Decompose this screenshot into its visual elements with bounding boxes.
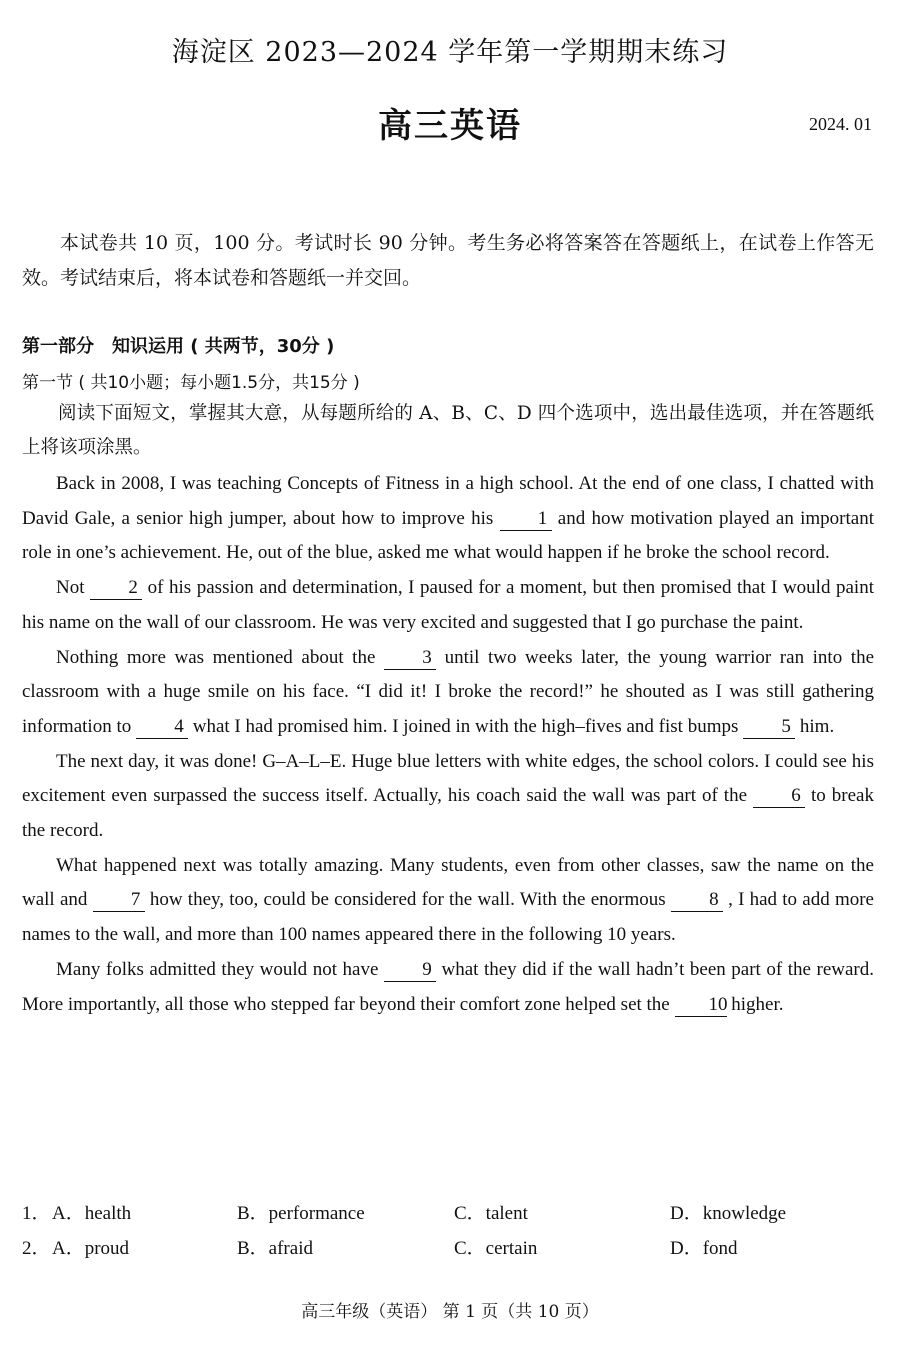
option-a: A．health: [52, 1203, 132, 1224]
text-run: and how motivation played an important role in one’s achievement. He, out of the blue, asked me what would happen if he broke the school record.: [22, 507, 874, 564]
text-run: Back in 2008, I was teaching Concepts of Fitness in a high school. At the end of one class, I chatted with David Gale, a senior high jumper, about how to improve his: [22, 473, 874, 529]
text-run: to break the record.: [22, 785, 874, 842]
blank-6: 6: [753, 785, 805, 808]
answer-options: [22, 1198, 882, 1268]
text-run: of his passion and determination, I paused for a moment, but then promised that I would paint his name on the wall of our classroom. He was very excited and suggested that I go purchase the paint.: [22, 577, 874, 633]
part-name: 第一部分: [22, 336, 94, 357]
blank-2: 2: [90, 577, 142, 600]
section-directions: 阅读下面短文，掌握其大意，从每题所给的 A、B、C、D 四个选项中，选出最佳选项，并在答题纸上将该项涂黑。: [22, 403, 874, 458]
text-run: higher.: [726, 993, 784, 1015]
paragraph-5: [22, 849, 874, 953]
cloze-passage: [22, 467, 874, 1022]
text-run: him.: [795, 715, 835, 737]
question-2-options: [22, 1233, 882, 1268]
text-run: Nothing more was mentioned about the: [56, 646, 384, 668]
blank-9: 9: [384, 959, 436, 982]
option-c: C．talent: [454, 1203, 528, 1224]
blank-1: 1: [500, 508, 552, 531]
subject-title: 高三英语: [378, 106, 522, 146]
paragraph-3: [22, 641, 874, 745]
section-heading: 第一节 ( 共10小题；每小题1.5分，共15分 ): [22, 373, 360, 393]
text-run: what they did if the wall hadn’t been part of the reward. More importantly, all those who stepped far beyond their comfort zone helped set the: [22, 958, 874, 1015]
option-d: D．fond: [670, 1238, 738, 1259]
text-run: Not: [56, 577, 91, 599]
text-run: , I had to add more names to the wall, and more than 100 names appeared there in the following 10 years.: [22, 889, 874, 946]
option-c: C．certain: [454, 1238, 538, 1259]
exam-title: 海淀区 2023—2024 学年第一学期期末练习: [171, 37, 729, 68]
paragraph-6: [22, 953, 874, 1022]
exam-date: 2024. 01: [809, 114, 872, 134]
option-d: D．knowledge: [670, 1203, 787, 1224]
option-b: B．afraid: [237, 1238, 313, 1259]
part-heading: [22, 332, 334, 358]
paragraph-2: [22, 571, 874, 640]
option-b: B．performance: [237, 1203, 365, 1224]
part-title: 知识运用 ( 共两节，30分 ): [112, 336, 335, 357]
page-footer: 高三年级（英语） 第 1 页（共 10 页）: [301, 1302, 599, 1322]
blank-5: 5: [743, 716, 795, 739]
blank-10: 10: [675, 994, 727, 1017]
text-run: how they, too, could be considered for the wall. With the enormous: [144, 889, 671, 911]
blank-3: 3: [384, 647, 436, 670]
text-run: Many folks admitted they would not have: [56, 958, 384, 980]
text-run: The next day, it was done! G–A–L–E. Huge blue letters with white edges, the school colors. I could see his excitement even surpassed the success itself. Actually, his coach said the wall was part of the: [22, 750, 874, 807]
option-a: A．proud: [52, 1238, 130, 1259]
blank-4: 4: [136, 716, 188, 739]
blank-7: 7: [93, 889, 145, 912]
question-number: 1．: [22, 1203, 51, 1224]
blank-8: 8: [671, 889, 723, 912]
text-run: What happened next was totally amazing. Many students, even from other classes, saw the name on the wall and: [22, 854, 874, 911]
question-number: 2．: [22, 1238, 51, 1259]
paragraph-1: [22, 467, 874, 571]
text-run: what I had promised him. I joined in with the high–fives and fist bumps: [187, 715, 744, 737]
exam-instructions: 本试卷共 10 页，100 分。考试时长 90 分钟。考生务必将答案答在答题纸上，在试卷上作答无效。考试结束后，将本试卷和答题纸一并交回。: [22, 232, 874, 289]
paragraph-4: [22, 745, 874, 849]
question-1-options: [22, 1198, 882, 1233]
text-run: until two weeks later, the young warrior ran into the classroom with a huge smile on his face. “I did it! I broke the record!” he shouted as I was still gathering information to: [22, 646, 874, 737]
